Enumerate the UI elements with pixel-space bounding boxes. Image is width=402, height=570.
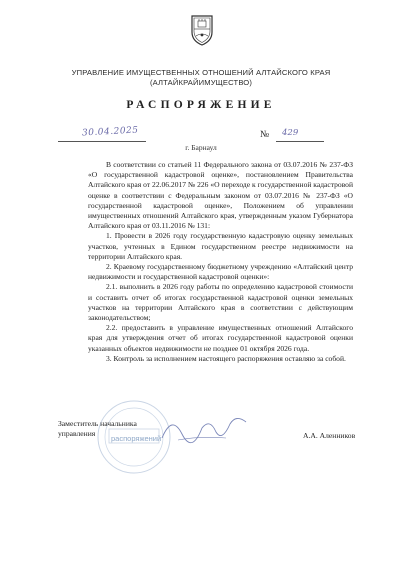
item-2-2-paragraph: 2.2. предоставить в управление имущественных отношений Алтайского края для утверждения отчет об итогах государственной кадастровой оценки указанных объектов недвижимости не позднее 01 октября 2026 года.	[88, 323, 353, 353]
signatory-position-line1: Заместитель начальника	[58, 419, 137, 428]
preamble-paragraph: В соответствии со статьей 11 Федерального закона от 03.07.2016 № 237-ФЗ «О государственной кадастровой оценке», постановлением Правительства Алтайского края от 22.06.2017 № 226 «О переходе к государственной кадастровой оценке в соответствии с Федеральным законом от 03.07.2016 № 237-ФЗ «О государственной кадастровой оценке», Положением об управлении имущественных отношений Алтайского края, утвержденным указом Губернатора Алтайского края от 03.11.2016 № 131:	[88, 160, 353, 231]
handwritten-signature-icon	[160, 408, 250, 448]
document-title: РАСПОРЯЖЕНИЕ	[126, 99, 276, 111]
document-number: 429	[282, 128, 299, 138]
organization-abbreviation: (АЛТАЙКРАЙИМУЩЕСТВО)	[149, 78, 253, 87]
stamp-label: распоряжений	[111, 434, 162, 443]
signatory-position	[58, 419, 137, 439]
number-underline	[276, 140, 324, 142]
organization-name: УПРАВЛЕНИЕ ИМУЩЕСТВЕННЫХ ОТНОШЕНИЙ АЛТАЙСКОГО КРАЯ	[71, 68, 331, 77]
signatory-position-line2: управления	[58, 428, 96, 438]
signatory-name: А.А. Аленников	[303, 431, 356, 440]
document-date: 30.04.2025	[81, 125, 139, 139]
number-sign: №	[260, 130, 270, 140]
coat-of-arms-icon	[190, 14, 214, 46]
document-city: г. Барнаул	[185, 143, 217, 152]
item-3-paragraph: 3. Контроль за исполнением настоящего распоряжения оставляю за собой.	[106, 353, 346, 363]
item-1-paragraph: 1. Провести в 2026 году государственную кадастровую оценку земельных участков, учтенных в Едином государственном реестре недвижимости на территории Алтайского края.	[88, 231, 353, 261]
document-body	[88, 160, 353, 364]
date-underline	[58, 140, 146, 142]
item-2-1-paragraph: 2.1. выполнить в 2026 году работы по определению кадастровой стоимости и составить отчет об итогах государственной кадастровой оценки земельных участков на территории Алтайского края в соответствии с действующим законодательством;	[88, 282, 353, 323]
item-2-paragraph: 2. Краевому государственному бюджетному учреждению «Алтайский центр недвижимости и государственной кадастровой оценки»:	[88, 262, 353, 282]
